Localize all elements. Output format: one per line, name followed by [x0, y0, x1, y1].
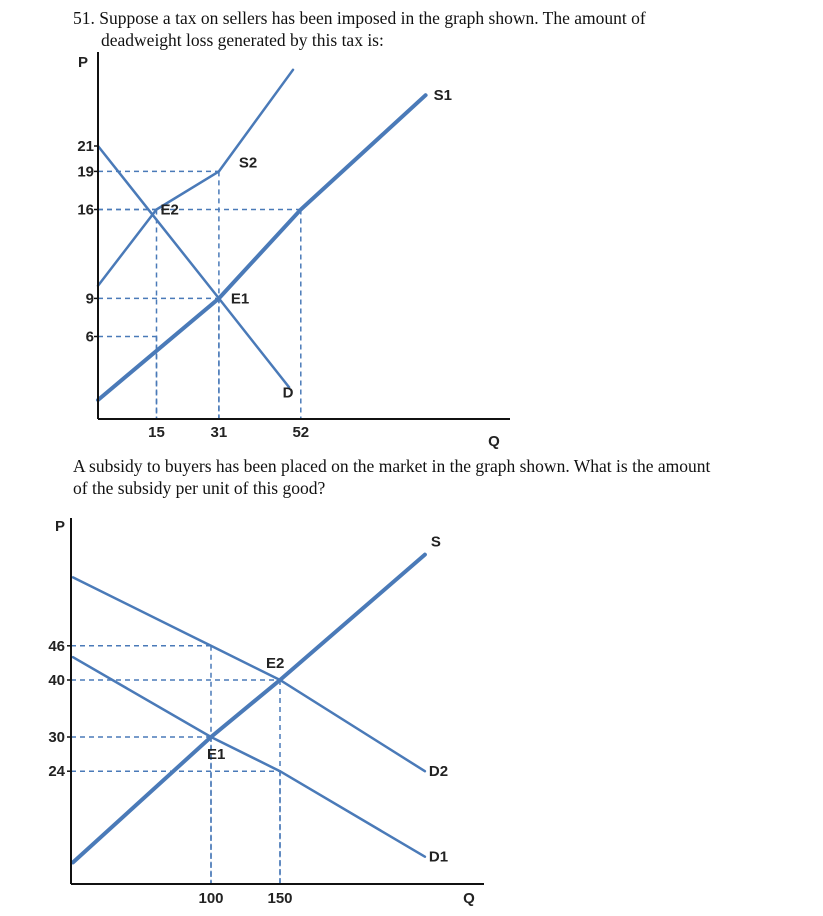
series-d1-line: [73, 657, 425, 857]
question-51-text-line2: deadweight loss generated by this tax is:: [101, 30, 384, 50]
y-tick-label-9: 9: [85, 290, 94, 308]
y-tick-label-40: 40: [48, 672, 65, 689]
y-tick-label-19: 19: [77, 163, 94, 181]
series-s-label: S: [430, 533, 441, 551]
point-e1-label: E1: [207, 746, 226, 763]
y-tick-label-21: 21: [77, 138, 94, 155]
y-axis-label: P: [54, 518, 66, 535]
series-s2-label: S2: [238, 154, 258, 172]
x-tick-label-52: 52: [292, 424, 310, 441]
y-tick-label-30: 30: [48, 729, 65, 746]
x-tick-label-31: 31: [210, 424, 228, 441]
y-tick-label-16: 16: [77, 201, 94, 219]
question-52-text-line2: of the subsidy per unit of this good?: [73, 478, 326, 498]
question-52-text-line1: A subsidy to buyers has been placed on the market in the graph shown. What is the amount: [73, 456, 711, 476]
series-d2-label: D2: [428, 763, 449, 781]
y-tick-label-6: 6: [85, 328, 94, 346]
x-axis-label: Q: [463, 890, 475, 907]
series-s1-label: S1: [433, 87, 452, 105]
series-d-label: D: [282, 384, 294, 402]
point-e2-label: E2: [160, 201, 179, 219]
x-tick-label-100: 100: [198, 890, 224, 907]
question-51-text-line1: Suppose a tax on sellers has been imposed in the graph shown. The amount of: [99, 8, 646, 28]
series-s-line: [73, 555, 425, 863]
x-axis-label: Q: [488, 433, 500, 450]
point-e2-label: E2: [266, 655, 285, 672]
y-tick-label-46: 46: [48, 637, 65, 655]
y-axis-label: P: [77, 54, 89, 71]
question-51-number: 51.: [73, 8, 95, 28]
series-d1-label: D1: [428, 848, 449, 866]
point-e1-label: E1: [230, 290, 250, 308]
y-tick-label-24: 24: [48, 763, 65, 781]
x-tick-label-150: 150: [267, 890, 293, 907]
series-d2-line: [73, 577, 425, 771]
x-tick-label-15: 15: [148, 424, 165, 441]
